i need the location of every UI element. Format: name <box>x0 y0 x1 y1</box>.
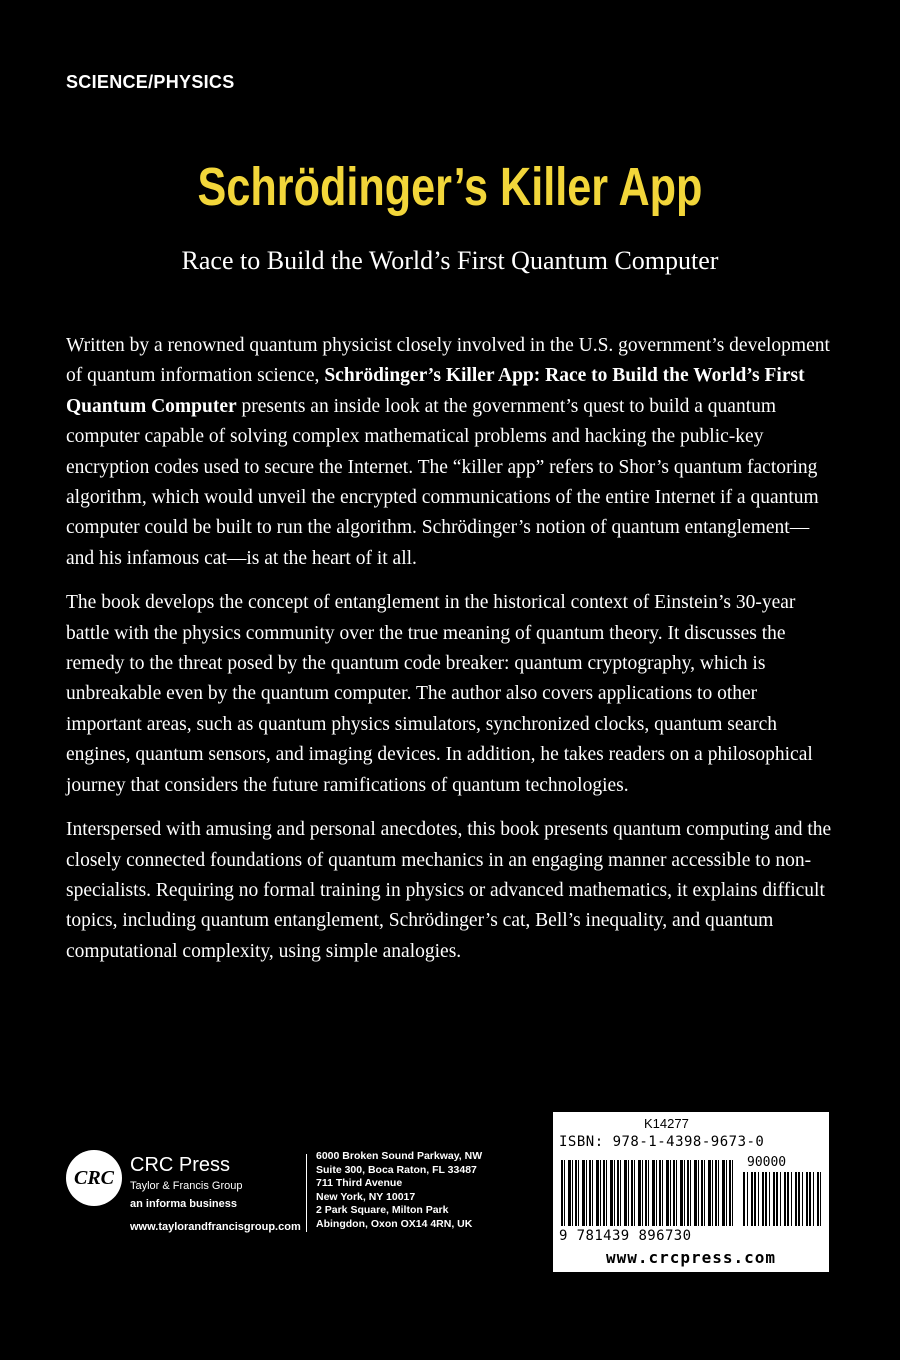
publisher-name: CRC Press <box>130 1154 231 1176</box>
paragraph-1-intro: Written by a renowned quantum physicist closely involved in the U.S. government’s development of quantum information science, <box>66 335 830 387</box>
publisher-website: www.crcpress.com <box>605 1248 777 1267</box>
description-paragraph-1 <box>66 331 836 574</box>
address-line: 2 Park Square, Milton Park <box>316 1204 449 1217</box>
description-paragraph-3: Interspersed with amusing and personal anecdotes, this book presents quantum computing and the closely connected foundations of quantum mechanics in an engaging manner accessible to non-specialists. Requiring no formal training in physics or advanced mathematics, it explains difficult topics, including quantum entanglement, Schrödinger’s cat, Bell’s inequality, and quantum computational complexity, using simple analogies. <box>66 819 832 962</box>
address-line: New York, NY 10017 <box>316 1190 416 1203</box>
barcode-icon <box>561 1160 733 1226</box>
publisher-address <box>316 1150 482 1232</box>
category-label: SCIENCE/PHYSICS <box>66 72 235 92</box>
book-title: Schrödinger’s Killer App <box>197 157 703 217</box>
ean-digits: 9 781439 896730 <box>559 1228 692 1244</box>
address-line: Suite 300, Boca Raton, FL 33487 <box>316 1163 477 1176</box>
crc-logo-icon: CRC <box>66 1150 122 1206</box>
publisher-group: Taylor & Francis Group <box>130 1180 243 1192</box>
paragraph-1-book-title: Schrödinger’s Killer App: Race to Build the World’s First Quantum Computer <box>66 365 805 417</box>
paragraph-1-rest: presents an inside look at the government’s quest to build a quantum computer capable of solving complex mathematical problems and hacking the public-key encryption codes used to secure the Internet. The “killer app” refers to Shor’s quantum factoring algorithm, which would unveil the encrypted communications of the entire Internet if a quantum computer could be built to run the algorithm. Schrödinger’s notion of quantum entanglement—and his infamous cat—is at the heart of it all. <box>66 395 819 569</box>
book-description <box>66 331 836 981</box>
barcode-addon-icon <box>743 1172 821 1226</box>
publisher-block <box>66 1150 556 1240</box>
barcode-box <box>553 1112 829 1272</box>
address-line: 6000 Broken Sound Parkway, NW <box>316 1150 483 1162</box>
address-line: 711 Third Avenue <box>316 1177 403 1190</box>
barcode-addon-digits: 90000 <box>747 1155 787 1170</box>
publisher-url: www.taylorandfrancisgroup.com <box>130 1221 301 1233</box>
publisher-tagline: an informa business <box>130 1198 237 1210</box>
description-paragraph-2: The book develops the concept of entanglement in the historical context of Einstein’s 30-year battle with the physics community over the true meaning of quantum theory. It discusses the remedy to the threat posed by the quantum code breaker: quantum cryptography, which is unbreakable even by the quantum computer. The author also covers applications to other important areas, such as quantum physics simulators, synchronized clocks, quantum search engines, quantum sensors, and imaging devices. In addition, he takes readers on a philosophical journey that considers the future ramifications of quantum technologies. <box>66 592 813 796</box>
publisher-divider <box>306 1154 307 1232</box>
isbn-text: ISBN: 978-1-4398-9673-0 <box>559 1134 765 1150</box>
book-subtitle: Race to Build the World’s First Quantum Computer <box>181 246 719 275</box>
address-line: Abingdon, Oxon OX14 4RN, UK <box>316 1217 473 1230</box>
catalog-code: K14277 <box>644 1116 689 1131</box>
